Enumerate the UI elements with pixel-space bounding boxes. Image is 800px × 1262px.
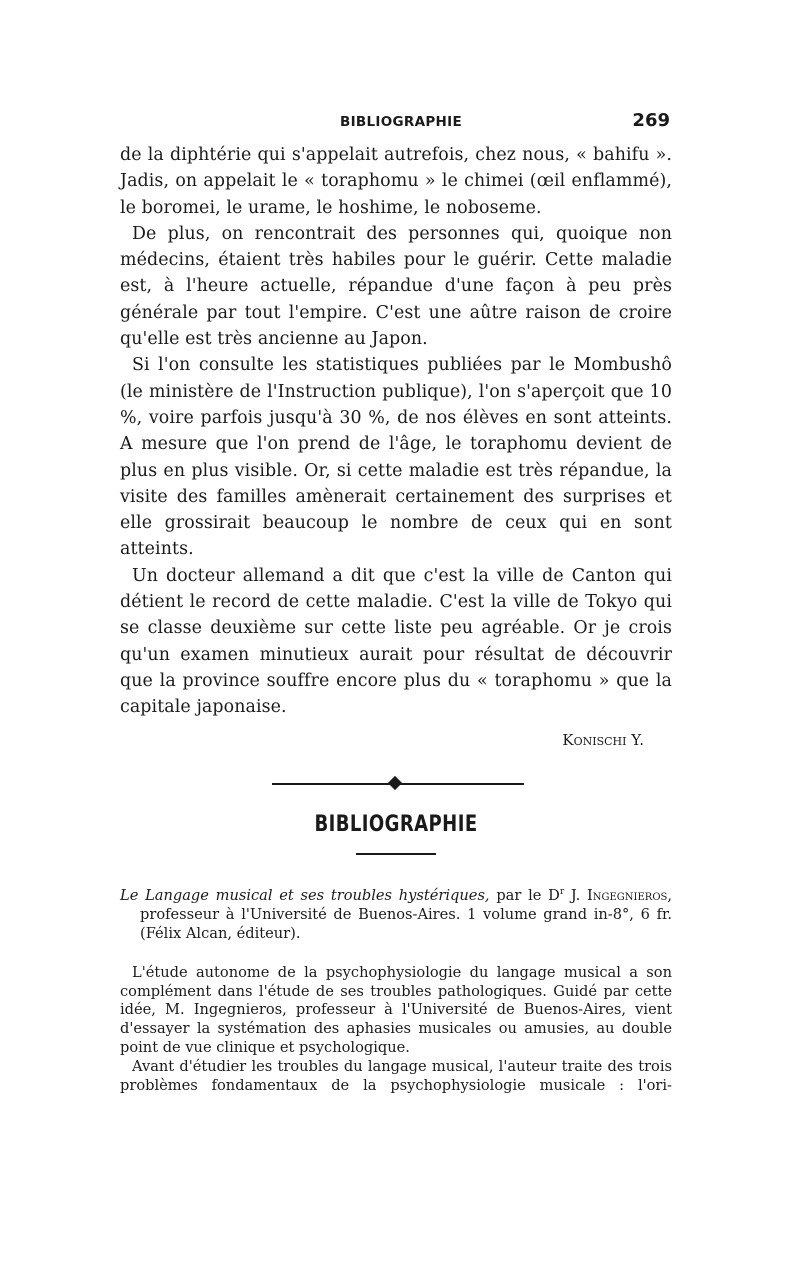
review-by-sup: r [559, 886, 565, 897]
article-paragraph: De plus, on rencontrait des personnes qui, quoique non médecins, étaient très habiles pour le guérir. Cette maladie est, à l'heure actuelle, répandue d'une façon à peu près générale par tout l'empire. C'est une aûtre raison de croire qu'elle est très ancienne au Japon. [120, 223, 672, 350]
section-heading-underline [356, 853, 436, 855]
diamond-ornament-icon [388, 775, 402, 789]
article-text [120, 142, 672, 721]
author-signature: Konischi Y. [562, 730, 644, 749]
article-paragraph: de la diphtérie qui s'appelait autrefois, chez nous, « bahifu ». Jadis, on appelait le « toraphomu » le chimei (œil enflammé), le boromei, le urame, le hoshime, le noboseme. [120, 145, 672, 218]
book-page [120, 108, 672, 1095]
review-citation [120, 883, 672, 944]
review-author: J. Ingegnieros, [570, 886, 673, 904]
review-details: professeur à l'Université de Buenos-Aires. 1 volume grand in-8°, 6 fr. (Félix Alcan, éditeur). [140, 905, 672, 943]
review-body [120, 964, 672, 1096]
ornamental-divider [120, 773, 672, 795]
review-paragraph: L'étude autonome de la psychophysiologie du langage musical a son complément dans l'étude de ses troubles pathologiques. Guidé par cette idée, M. Ingegnieros, professeur à l'Université de Buenos-Aires, vient d'essayer la systémation des aphasies musicales ou amusies, au double point de vue clinique et psychologique. [120, 963, 672, 1057]
section-heading: BIBLIOGRAPHIE [314, 811, 478, 837]
running-head-title: BIBLIOGRAPHIE [340, 114, 462, 130]
article-paragraph: Un docteur allemand a dit que c'est la ville de Canton qui détient le record de cette maladie. C'est la ville de Tokyo qui se classe deuxième sur cette liste peu agréable. Or je crois qu'un examen minutieux aurait pour résultat de découvrir que la province souffre encore plus du « toraphomu » que la capitale japonaise. [120, 565, 672, 718]
review-by: par le D [496, 886, 560, 904]
review-book-title: Le Langage musical et ses troubles hystériques, [120, 886, 490, 904]
article-paragraph: Si l'on consulte les statistiques publiées par le Mombushô (le ministère de l'Instruction publique), l'on s'aperçoit que 10 %, voire parfois jusqu'à 30 %, de nos élèves en sont atteints. A mesure que l'on prend de l'âge, le toraphomu devient de plus en plus visible. Or, si cette maladie est très répandue, la visite des familles amènerait certainement des surprises et elle grossirait beaucoup le nombre de ceux qui en sont atteints. [120, 355, 672, 560]
page-number: 269 [632, 110, 670, 131]
running-head [120, 108, 672, 142]
review-paragraph: Avant d'étudier les troubles du langage musical, l'auteur traite des trois problèmes fondamentaux de la psychophysiologie musicale : l'ori- [120, 1057, 672, 1094]
